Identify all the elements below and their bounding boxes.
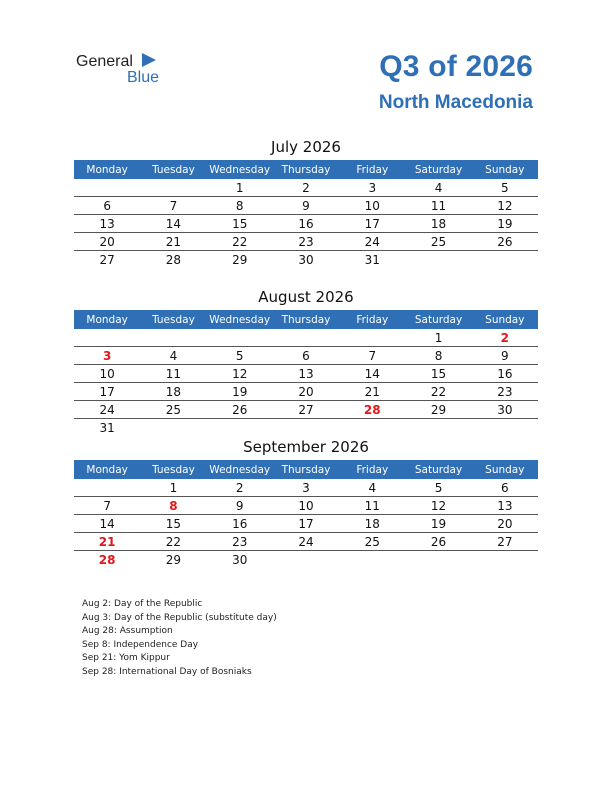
day-cell: 1 bbox=[434, 330, 443, 345]
day-cell: 30 bbox=[232, 552, 248, 567]
weekday-header-row bbox=[74, 460, 538, 479]
day-cell: 27 bbox=[99, 252, 115, 267]
day-cell: 6 bbox=[501, 480, 509, 495]
day-cell: 12 bbox=[430, 498, 447, 513]
day-cell: 4 bbox=[169, 348, 178, 363]
weekday-header: Saturday bbox=[414, 163, 463, 176]
day-cell: 24 bbox=[298, 534, 314, 549]
day-cell: 1 bbox=[235, 180, 244, 195]
weekday-header: Tuesday bbox=[152, 463, 195, 476]
day-cell: 1 bbox=[169, 480, 178, 495]
day-cell: 9 bbox=[501, 348, 509, 363]
day-cell: 15 bbox=[165, 516, 182, 531]
week-row bbox=[74, 347, 538, 365]
day-cell: 15 bbox=[232, 216, 248, 231]
holiday-day-cell: 21 bbox=[98, 534, 116, 549]
day-cell: 13 bbox=[497, 498, 513, 513]
day-cell: 22 bbox=[165, 534, 182, 549]
weekday-header: Sunday bbox=[485, 463, 525, 476]
week-row bbox=[74, 551, 538, 568]
day-cell: 18 bbox=[165, 384, 182, 399]
day-cell: 21 bbox=[364, 384, 380, 399]
day-cell: 27 bbox=[497, 534, 513, 549]
week-row bbox=[74, 479, 538, 497]
day-cell: 30 bbox=[497, 402, 513, 417]
day-cell: 22 bbox=[232, 234, 248, 249]
day-cell: 18 bbox=[430, 216, 447, 231]
week-row bbox=[74, 401, 538, 419]
day-cell: 11 bbox=[430, 198, 447, 213]
week-row bbox=[74, 251, 538, 268]
holiday-day-cell: 28 bbox=[363, 402, 381, 417]
day-cell: 23 bbox=[497, 384, 513, 399]
holiday-note: Sep 28: International Day of Bosniaks bbox=[82, 666, 252, 677]
day-cell: 7 bbox=[169, 198, 178, 213]
day-cell: 11 bbox=[364, 498, 380, 513]
day-cell: 16 bbox=[232, 516, 248, 531]
week-row bbox=[74, 215, 538, 233]
day-cell: 5 bbox=[434, 480, 443, 495]
weekday-header: Friday bbox=[356, 163, 389, 176]
day-cell: 8 bbox=[434, 348, 443, 363]
day-cell: 26 bbox=[232, 402, 248, 417]
week-row bbox=[74, 533, 538, 551]
day-cell: 28 bbox=[165, 252, 182, 267]
week-row bbox=[74, 179, 538, 197]
day-cell: 14 bbox=[364, 366, 380, 381]
holiday-notes bbox=[82, 598, 277, 679]
day-cell: 13 bbox=[298, 366, 314, 381]
day-cell: 20 bbox=[497, 516, 513, 531]
day-cell: 19 bbox=[497, 216, 513, 231]
day-cell: 25 bbox=[430, 234, 447, 249]
day-cell: 27 bbox=[298, 402, 314, 417]
weekday-header: Wednesday bbox=[209, 463, 271, 476]
day-cell: 11 bbox=[165, 366, 182, 381]
weekday-header: Wednesday bbox=[209, 313, 271, 326]
day-cell: 17 bbox=[99, 384, 115, 399]
day-cell: 10 bbox=[298, 498, 314, 513]
day-cell: 13 bbox=[99, 216, 115, 231]
day-cell: 23 bbox=[298, 234, 314, 249]
weekday-header: Tuesday bbox=[152, 313, 195, 326]
day-cell: 10 bbox=[364, 198, 380, 213]
weekday-header: Sunday bbox=[485, 313, 525, 326]
week-row bbox=[74, 233, 538, 251]
weekday-header: Friday bbox=[356, 313, 389, 326]
day-cell: 19 bbox=[430, 516, 447, 531]
month-july bbox=[74, 136, 538, 268]
weekday-header: Wednesday bbox=[209, 163, 271, 176]
weekday-header: Thursday bbox=[281, 313, 331, 326]
day-cell: 7 bbox=[368, 348, 377, 363]
weekday-header: Monday bbox=[86, 463, 128, 476]
logo-blue-text: Blue bbox=[127, 69, 160, 86]
holiday-day-cell: 2 bbox=[500, 330, 509, 345]
weekday-header-row bbox=[74, 310, 538, 329]
day-cell: 9 bbox=[235, 498, 244, 513]
holiday-note: Sep 8: Independence Day bbox=[82, 639, 199, 650]
logo-general-text: General bbox=[76, 53, 133, 70]
day-cell: 25 bbox=[165, 402, 182, 417]
day-cell: 21 bbox=[165, 234, 182, 249]
day-cell: 15 bbox=[430, 366, 447, 381]
day-cell: 6 bbox=[103, 198, 111, 213]
day-cell: 7 bbox=[103, 498, 111, 513]
day-cell: 3 bbox=[302, 480, 310, 495]
week-row bbox=[74, 197, 538, 215]
day-cell: 14 bbox=[99, 516, 115, 531]
day-cell: 25 bbox=[364, 534, 380, 549]
day-cell: 31 bbox=[364, 252, 380, 267]
weekday-header: Thursday bbox=[281, 163, 331, 176]
day-cell: 6 bbox=[302, 348, 310, 363]
weekday-header: Saturday bbox=[414, 463, 463, 476]
day-cell: 31 bbox=[99, 420, 115, 435]
day-cell: 20 bbox=[298, 384, 314, 399]
month-august bbox=[74, 286, 538, 436]
weekday-header: Saturday bbox=[414, 313, 463, 326]
day-cell: 18 bbox=[364, 516, 380, 531]
day-cell: 24 bbox=[99, 402, 115, 417]
day-cell: 20 bbox=[99, 234, 115, 249]
day-cell: 30 bbox=[298, 252, 314, 267]
weekday-header-row bbox=[74, 160, 538, 179]
day-cell: 4 bbox=[368, 480, 377, 495]
day-cell: 24 bbox=[364, 234, 380, 249]
country-name: North Macedonia bbox=[378, 92, 533, 113]
day-cell: 5 bbox=[235, 348, 244, 363]
holiday-note: Sep 21: Yom Kippur bbox=[82, 653, 170, 663]
day-cell: 9 bbox=[302, 198, 310, 213]
day-cell: 2 bbox=[235, 480, 244, 495]
weekday-header: Monday bbox=[86, 313, 128, 326]
day-cell: 8 bbox=[235, 198, 244, 213]
weekday-header: Tuesday bbox=[152, 163, 195, 176]
week-row bbox=[74, 365, 538, 383]
day-cell: 17 bbox=[298, 516, 314, 531]
holiday-day-cell: 3 bbox=[102, 348, 112, 363]
week-row bbox=[74, 515, 538, 533]
month-title: September 2026 bbox=[243, 438, 369, 456]
week-row bbox=[74, 419, 538, 436]
day-cell: 26 bbox=[497, 234, 513, 249]
weekday-header: Friday bbox=[356, 463, 389, 476]
day-cell: 29 bbox=[430, 402, 447, 417]
day-cell: 12 bbox=[497, 198, 513, 213]
day-cell: 29 bbox=[165, 552, 182, 567]
weekday-header: Thursday bbox=[281, 463, 331, 476]
month-title: August 2026 bbox=[258, 288, 354, 306]
week-row bbox=[74, 329, 538, 347]
day-cell: 3 bbox=[368, 180, 377, 195]
day-cell: 19 bbox=[232, 384, 248, 399]
day-cell: 22 bbox=[430, 384, 447, 399]
holiday-day-cell: 8 bbox=[169, 498, 178, 513]
quarter-title: Q3 of 2026 bbox=[379, 50, 533, 83]
week-row bbox=[74, 383, 538, 401]
month-title: July 2026 bbox=[271, 138, 341, 156]
day-cell: 4 bbox=[434, 180, 443, 195]
holiday-note: Aug 2: Day of the Republic bbox=[82, 599, 203, 609]
day-cell: 26 bbox=[430, 534, 447, 549]
logo-flag-icon bbox=[142, 53, 156, 67]
day-cell: 10 bbox=[99, 366, 115, 381]
holiday-note: Aug 3: Day of the Republic (substitute day) bbox=[82, 612, 277, 623]
day-cell: 2 bbox=[302, 180, 310, 195]
month-september bbox=[74, 436, 538, 568]
day-cell: 12 bbox=[232, 366, 248, 381]
day-cell: 23 bbox=[232, 534, 248, 549]
day-cell: 5 bbox=[501, 180, 509, 195]
weekday-header: Sunday bbox=[485, 163, 525, 176]
holiday-day-cell: 28 bbox=[98, 552, 116, 567]
weekday-header: Monday bbox=[86, 163, 128, 176]
day-cell: 17 bbox=[364, 216, 380, 231]
week-row bbox=[74, 497, 538, 515]
holiday-note: Aug 28: Assumption bbox=[82, 626, 173, 636]
day-cell: 16 bbox=[497, 366, 513, 381]
generalblue-logo bbox=[76, 52, 186, 92]
day-cell: 16 bbox=[298, 216, 314, 231]
day-cell: 14 bbox=[165, 216, 182, 231]
day-cell: 29 bbox=[232, 252, 248, 267]
